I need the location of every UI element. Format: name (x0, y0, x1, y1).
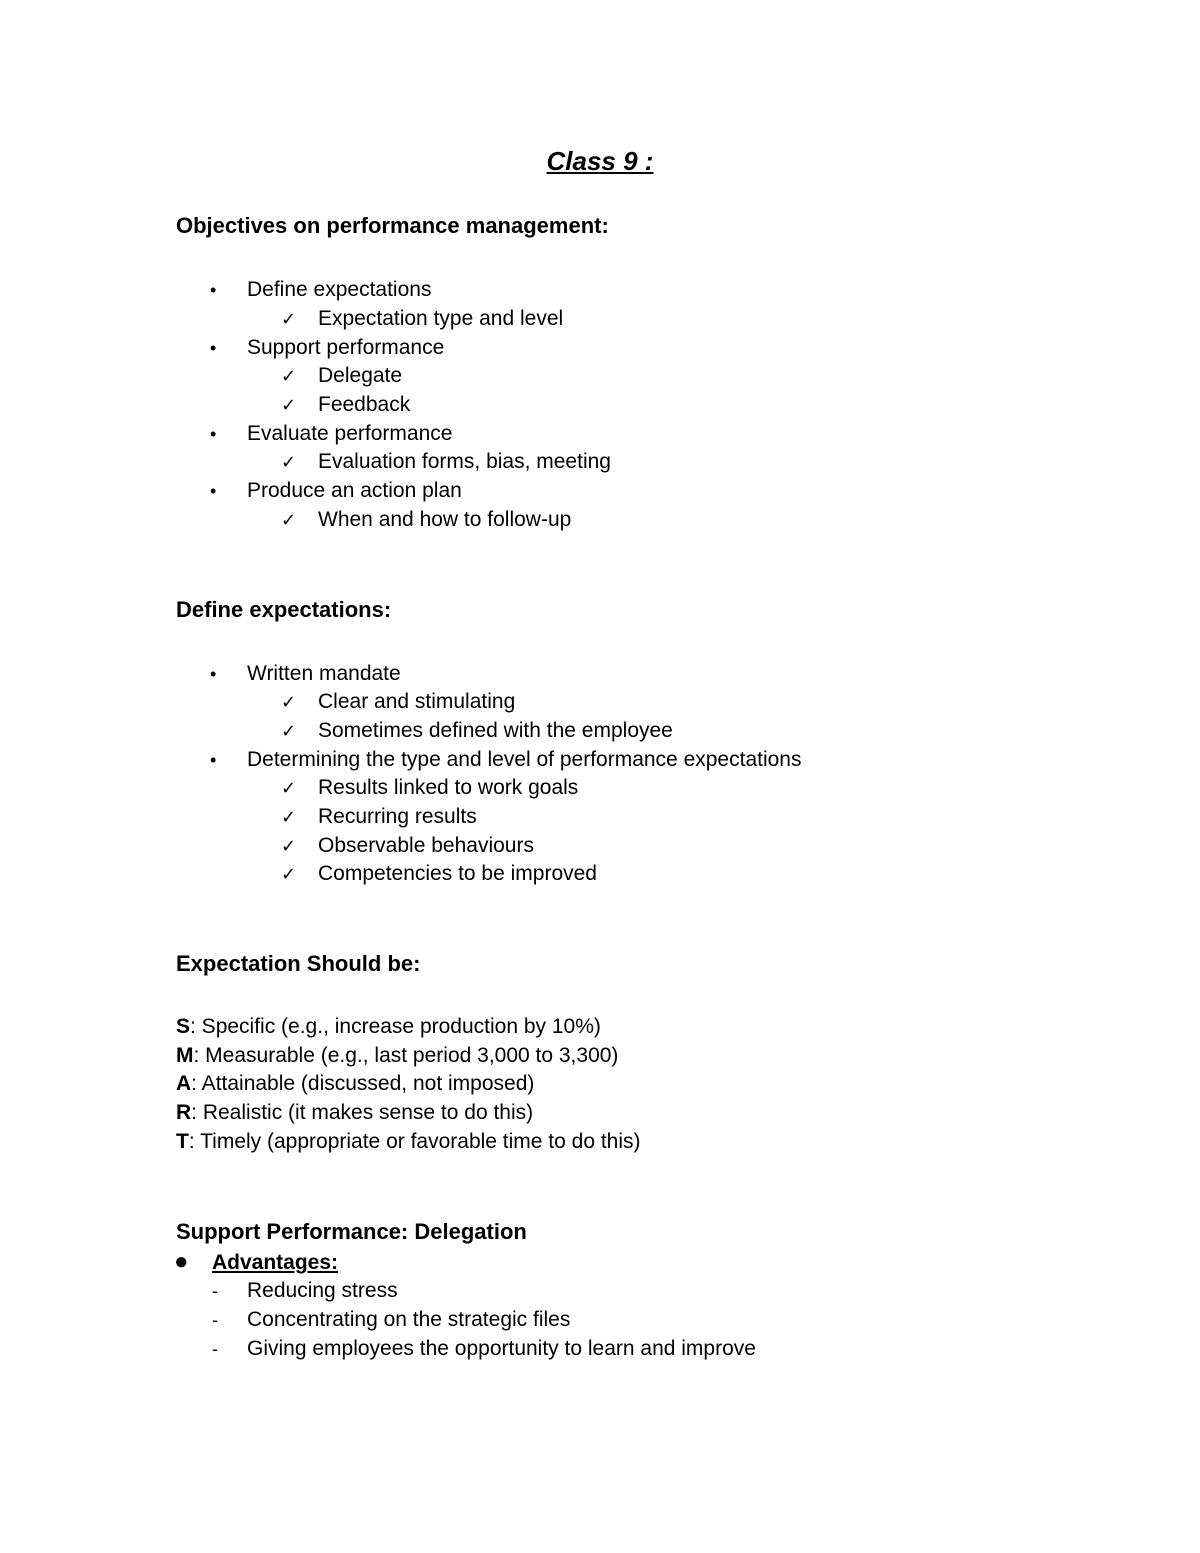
delegation-heading: Support Performance: Delegation (176, 1219, 527, 1244)
smart-text: : Measurable (e.g., last period 3,000 to 3,300) (193, 1044, 619, 1067)
checkmark-icon: ✓ (281, 366, 297, 386)
advantage-item: Giving employees the opportunity to learn and improve (247, 1337, 756, 1360)
bullet-icon: • (210, 280, 217, 300)
smart-letter: A (176, 1072, 192, 1095)
smart-letter: T (176, 1130, 189, 1153)
bullet-icon: • (210, 750, 217, 770)
smart-text: : Realistic (it makes sense to do this) (191, 1101, 534, 1124)
dash-icon: - (212, 1310, 218, 1330)
checkmark-icon: ✓ (281, 778, 297, 798)
dash-icon: - (212, 1339, 218, 1359)
checkmark-icon: ✓ (281, 692, 297, 712)
bullet-icon: • (210, 664, 217, 684)
smart-text: : Timely (appropriate or favorable time to do this) (188, 1130, 641, 1153)
bullet-icon: • (210, 424, 217, 444)
advantage-item: Reducing stress (247, 1279, 398, 1302)
bullet-icon: • (210, 338, 217, 358)
objective-subitem: Feedback (318, 393, 411, 416)
define-subitem: Observable behaviours (318, 834, 534, 857)
dash-icon: - (212, 1281, 218, 1301)
advantages-label: Advantages: (212, 1251, 339, 1274)
objective-item: Define expectations (247, 278, 432, 301)
smart-line (176, 1099, 533, 1127)
expectation-should-be-heading: Expectation Should be: (176, 951, 421, 976)
define-expectations-heading: Define expectations: (176, 597, 392, 622)
checkmark-icon: ✓ (281, 395, 297, 415)
checkmark-icon: ✓ (281, 836, 297, 856)
define-subitem: Sometimes defined with the employee (318, 719, 673, 742)
smart-text: : Attainable (discussed, not imposed) (191, 1072, 535, 1095)
define-subitem: Results linked to work goals (318, 776, 579, 799)
smart-line (176, 1070, 534, 1098)
smart-line (176, 1013, 601, 1041)
checkmark-icon: ✓ (281, 864, 297, 884)
objective-item: Support performance (247, 336, 445, 359)
checkmark-icon: ✓ (281, 721, 297, 741)
objective-item: Produce an action plan (247, 479, 462, 502)
smart-line (176, 1042, 618, 1070)
page-title: Class 9 : (546, 146, 654, 176)
define-subitem: Recurring results (318, 805, 477, 828)
smart-letter: R (176, 1101, 192, 1124)
objective-subitem: Expectation type and level (318, 307, 564, 330)
bullet-icon: • (210, 481, 217, 501)
smart-letter: S (176, 1015, 191, 1038)
checkmark-icon: ✓ (281, 807, 297, 827)
round-bullet-icon: ● (174, 1248, 189, 1275)
objectives-heading: Objectives on performance management: (176, 213, 609, 238)
define-subitem: Clear and stimulating (318, 690, 516, 713)
objective-subitem: Evaluation forms, bias, meeting (318, 450, 611, 473)
checkmark-icon: ✓ (281, 510, 297, 530)
smart-line (176, 1128, 641, 1156)
checkmark-icon: ✓ (281, 452, 297, 472)
smart-letter: M (176, 1044, 194, 1067)
define-item: Written mandate (247, 662, 401, 685)
checkmark-icon: ✓ (281, 309, 297, 329)
smart-text: : Specific (e.g., increase production by 10%) (190, 1015, 601, 1038)
advantage-item: Concentrating on the strategic files (247, 1308, 571, 1331)
objective-subitem: When and how to follow-up (318, 508, 572, 531)
objective-subitem: Delegate (318, 364, 403, 387)
define-subitem: Competencies to be improved (318, 862, 597, 885)
objective-item: Evaluate performance (247, 422, 453, 445)
define-item: Determining the type and level of performance expectations (247, 748, 802, 771)
